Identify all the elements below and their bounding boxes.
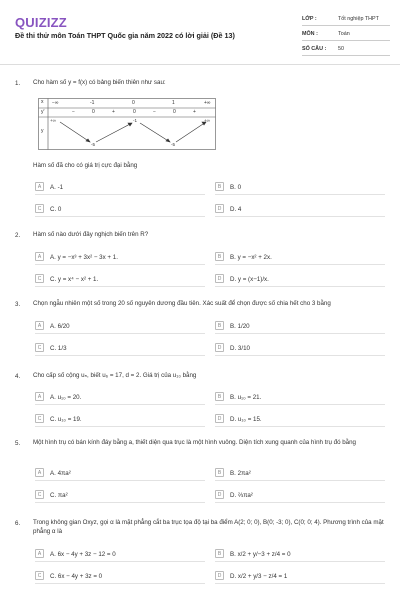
- table-y-label: y: [41, 128, 44, 134]
- option-underline: [35, 561, 205, 562]
- answer-option-c[interactable]: [35, 274, 205, 288]
- option-letter-badge: C: [35, 204, 44, 213]
- answer-option-b[interactable]: [215, 549, 385, 563]
- option-letter-badge: B: [215, 549, 224, 558]
- option-letter-badge: D: [215, 343, 224, 352]
- option-letter-badge: C: [35, 343, 44, 352]
- question-text: Hàm số nào dưới đây nghịch biến trên R?: [33, 231, 149, 238]
- question-text: Trong không gian Oxyz, gọi α là mặt phẳng cắt ba trục tọa độ tại ba điểm A(2; 0; 0), B(0; -3; 0), C(0; 0; 4). Phương trình của mặt phẳng α là: [33, 519, 384, 535]
- table-x-value: 0: [132, 100, 135, 106]
- option-text: B. x/2 + y/−3 + z/4 = 0: [230, 550, 291, 558]
- option-text: C. 1/3: [50, 344, 67, 352]
- meta-label-count: SỐ CÂU :: [302, 46, 327, 52]
- option-underline: [35, 216, 205, 217]
- meta-label-subject: MÔN :: [302, 31, 318, 37]
- option-text: C. 0: [50, 205, 62, 213]
- answer-option-a[interactable]: [35, 549, 205, 563]
- option-text: C. πa²: [50, 491, 68, 499]
- answer-option-a[interactable]: [35, 182, 205, 196]
- answer-option-c[interactable]: [35, 414, 205, 428]
- table-x-value: −∞: [52, 100, 59, 106]
- option-letter-badge: C: [35, 274, 44, 283]
- answer-option-d[interactable]: [215, 490, 385, 504]
- option-underline: [215, 426, 385, 427]
- question-number: 5.: [15, 440, 21, 447]
- answer-option-a[interactable]: [35, 321, 205, 335]
- question-number: 6.: [15, 520, 21, 527]
- meta-value-count: 50: [338, 46, 344, 52]
- option-underline: [215, 333, 385, 334]
- option-underline: [35, 333, 205, 334]
- answer-option-d[interactable]: [215, 274, 385, 288]
- option-text: D. u₁₀ = 15.: [230, 415, 262, 423]
- table-y-value: -5: [91, 142, 96, 147]
- option-letter-badge: D: [215, 490, 224, 499]
- option-letter-badge: D: [215, 414, 224, 423]
- option-underline: [215, 194, 385, 195]
- option-underline: [35, 194, 205, 195]
- answer-option-b[interactable]: [215, 321, 385, 335]
- question-text: Cho hàm số y = f(x) có bảng biến thiên như sau:: [33, 79, 166, 86]
- option-letter-badge: A: [35, 321, 44, 330]
- option-letter-badge: B: [215, 392, 224, 401]
- table-y-value: -5: [171, 142, 176, 147]
- table-y-value: +∞: [204, 118, 210, 123]
- table-sign: 0: [92, 109, 95, 115]
- option-letter-badge: B: [215, 468, 224, 477]
- table-sign: −: [153, 109, 156, 115]
- option-text: A. 6x − 4y + 3z − 12 = 0: [50, 550, 116, 558]
- table-x-value: -1: [90, 100, 95, 106]
- option-underline: [215, 583, 385, 584]
- question-number: 2.: [15, 232, 21, 239]
- answer-option-d[interactable]: [215, 414, 385, 428]
- table-x-label: x: [41, 99, 44, 105]
- page-title: Đề thi thử môn Toán THPT Quốc gia năm 2022 có lời giải (Đề 13): [15, 31, 235, 40]
- option-text: B. 0: [230, 183, 242, 191]
- option-text: A. -1: [50, 183, 64, 191]
- option-text: C. 6x − 4y + 3z = 0: [50, 572, 103, 580]
- option-letter-badge: B: [215, 182, 224, 191]
- answer-option-a[interactable]: [35, 252, 205, 266]
- option-text: D. 3/10: [230, 344, 250, 352]
- table-derivative-label: y': [41, 109, 45, 115]
- option-underline: [35, 355, 205, 356]
- question-subtext: Hàm số đã cho có giá trị cực đại bằng: [33, 162, 138, 169]
- question-number: 3.: [15, 301, 21, 308]
- answer-option-b[interactable]: [215, 392, 385, 406]
- option-text: D. y = (x−1)/x.: [230, 275, 269, 283]
- option-text: A. 6/20: [50, 322, 70, 330]
- option-letter-badge: A: [35, 182, 44, 191]
- answer-option-c[interactable]: [35, 490, 205, 504]
- option-letter-badge: C: [35, 571, 44, 580]
- option-underline: [215, 286, 385, 287]
- answer-option-d[interactable]: [215, 343, 385, 357]
- option-text: B. y = −x² + 2x.: [230, 253, 272, 261]
- table-sign: −: [72, 109, 75, 115]
- option-letter-badge: A: [35, 252, 44, 261]
- option-letter-badge: D: [215, 204, 224, 213]
- option-text: B. 2πa²: [230, 469, 251, 477]
- header-divider: [0, 64, 400, 65]
- option-text: A. y = −x³ + 3x² − 3x + 1.: [50, 253, 118, 261]
- question-text: Cho cấp số cộng uₙ, biết u₆ = 17, d = 2. Giá trị của u₁₀ bằng: [33, 372, 197, 379]
- table-y-value: +∞: [50, 118, 56, 123]
- answer-option-c[interactable]: [35, 204, 205, 218]
- option-text: C. y = x⁴ − x² + 1.: [50, 275, 99, 283]
- answer-option-d[interactable]: [215, 204, 385, 218]
- option-letter-badge: A: [35, 468, 44, 477]
- option-text: B. 1/20: [230, 322, 250, 330]
- option-letter-badge: B: [215, 252, 224, 261]
- option-letter-badge: D: [215, 571, 224, 580]
- answer-option-b[interactable]: [215, 468, 385, 482]
- answer-option-b[interactable]: [215, 182, 385, 196]
- meta-label-class: LỚP :: [302, 16, 317, 22]
- option-underline: [35, 583, 205, 584]
- option-text: D. 4: [230, 205, 242, 213]
- option-letter-badge: A: [35, 392, 44, 401]
- option-text: D. x/2 + y/3 − z/4 = 1: [230, 572, 288, 580]
- option-text: A. u₁₀ = 20.: [50, 393, 82, 401]
- answer-option-b[interactable]: [215, 252, 385, 266]
- option-letter-badge: B: [215, 321, 224, 330]
- question-text: Một hình trụ có bán kính đáy bằng a, thiết diện qua trục là một hình vuông. Diện tích xung quanh của hình trụ đó bằng: [33, 439, 357, 446]
- option-text: A. 4πa²: [50, 469, 71, 477]
- option-underline: [35, 480, 205, 481]
- table-sign: 0: [133, 109, 136, 115]
- question-text: Chọn ngẫu nhiên một số trong 20 số nguyên dương đầu tiên. Xác suất để chọn được số chia hết cho 3 bằng: [33, 300, 331, 307]
- option-underline: [215, 216, 385, 217]
- option-letter-badge: A: [35, 549, 44, 558]
- option-underline: [35, 264, 205, 265]
- option-underline: [215, 561, 385, 562]
- meta-divider: [302, 25, 390, 26]
- option-letter-badge: C: [35, 490, 44, 499]
- table-sign: +: [112, 109, 115, 115]
- option-letter-badge: C: [35, 414, 44, 423]
- answer-option-c[interactable]: [35, 571, 205, 585]
- table-sign: 0: [173, 109, 176, 115]
- meta-value-class: Tốt nghiệp THPT: [338, 16, 379, 22]
- quizizz-logo: QUIZIZZ: [15, 15, 67, 30]
- meta-divider: [302, 40, 390, 41]
- option-underline: [35, 404, 205, 405]
- option-underline: [215, 502, 385, 503]
- meta-divider: [302, 55, 390, 56]
- answer-option-a[interactable]: [35, 392, 205, 406]
- meta-value-subject: Toán: [338, 31, 350, 37]
- option-text: C. u₁₀ = 19.: [50, 415, 82, 423]
- table-x-value: +∞: [204, 100, 211, 106]
- option-underline: [35, 286, 205, 287]
- option-underline: [215, 264, 385, 265]
- option-underline: [215, 355, 385, 356]
- question-number: 4.: [15, 373, 21, 380]
- table-x-value: 1: [172, 100, 175, 106]
- answer-option-c[interactable]: [35, 343, 205, 357]
- option-underline: [215, 404, 385, 405]
- option-underline: [215, 480, 385, 481]
- answer-option-a[interactable]: [35, 468, 205, 482]
- option-letter-badge: D: [215, 274, 224, 283]
- answer-option-d[interactable]: [215, 571, 385, 585]
- variation-table: [38, 98, 216, 150]
- table-sign: +: [193, 109, 196, 115]
- question-number: 1.: [15, 80, 21, 87]
- table-y-value: -1: [133, 118, 138, 123]
- option-text: B. u₁₀ = 21.: [230, 393, 262, 401]
- option-underline: [35, 426, 205, 427]
- option-text: D. ⅔πa²: [230, 491, 253, 499]
- option-underline: [35, 502, 205, 503]
